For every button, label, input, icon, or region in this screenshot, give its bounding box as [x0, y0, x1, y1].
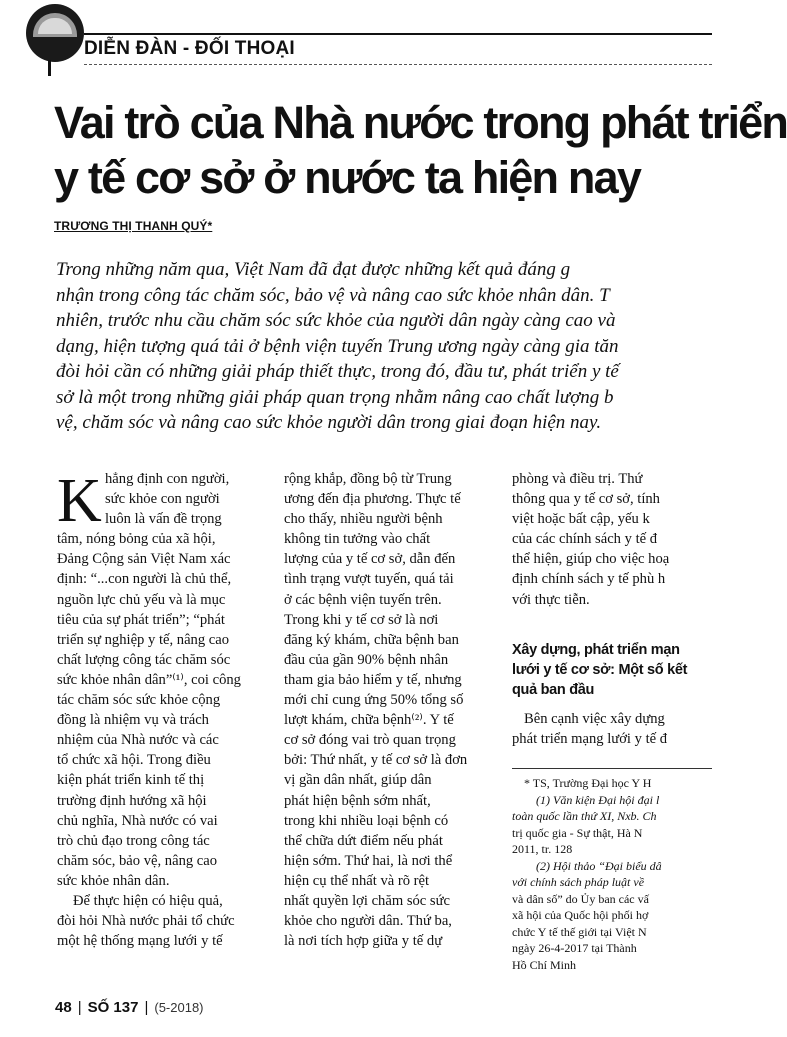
body-line: tác chăm sóc sức khỏe cộng	[57, 692, 221, 709]
author-byline: TRƯƠNG THỊ THANH QUÝ*	[54, 219, 213, 233]
body-line: định: “...con người là chủ thể,	[57, 571, 232, 588]
subheading-line: lưới y tế cơ sở: Một số kết	[512, 662, 688, 678]
body-line: tiêu của sự phát triển”; “phát	[57, 611, 225, 628]
body-line: Để thực hiện có hiệu quả,	[73, 892, 223, 909]
body-line: bởi: Thứ nhất, y tế cơ sở là đơn	[284, 752, 468, 769]
header-rule	[84, 33, 712, 35]
lead-line: nhận trong công tác chăm sóc, bảo vệ và nâng cao sức khỏe nhân dân. T	[56, 284, 610, 306]
body-line: mới chỉ cung ứng 50% tổng số	[284, 692, 464, 709]
body-line: nhiệm của Nhà nước và các	[57, 732, 219, 749]
body-line: sức khỏe nhân dân”⁽¹⁾, coi công	[57, 671, 241, 688]
body-line: một hệ thống mạng lưới y tế	[57, 933, 223, 950]
body-line: lượng của y tế cơ sở, dẫn đến	[284, 551, 456, 568]
footnote-line: trị quốc gia - Sự thật, Hà N	[512, 825, 643, 840]
body-line: đầu của gần 90% bệnh nhân	[284, 651, 449, 668]
magazine-logo	[26, 4, 84, 62]
footnote-rule	[512, 768, 712, 769]
body-line: rộng khắp, đồng bộ từ Trung	[284, 471, 452, 487]
lead-line: nhiên, trước nhu cầu chăm sóc sức khỏe của người dân ngày càng cao và	[56, 310, 616, 331]
subheading-line: quả ban đầu	[512, 682, 595, 698]
footnote-line: với chính sách pháp luật về	[512, 875, 645, 889]
body-line: luôn là vấn đề trọng	[105, 511, 222, 528]
page-footer	[55, 999, 204, 1016]
body-line: cho thấy, nhiều người bệnh	[284, 511, 443, 528]
body-line: sức khỏe nhân dân.	[57, 872, 170, 889]
margin-mark	[48, 60, 51, 76]
body-line: ở các bệnh viện tuyến trên.	[284, 591, 442, 608]
section-subheading	[512, 640, 732, 700]
footnote-line: * TS, Trường Đại học Y H	[524, 776, 652, 790]
body-line: vị gần dân nhất, giúp dân	[284, 772, 432, 789]
lead-line: Trong những năm qua, Việt Nam đã đạt được những kết quả đáng g	[56, 259, 571, 280]
body-line: thể hiện, giúp cho việc hoạ	[512, 551, 670, 568]
body-line: trường định hướng xã hội	[57, 792, 207, 809]
body-column-3-continued	[512, 709, 732, 749]
body-line: đồng là nhiệm vụ và trách	[57, 712, 209, 729]
body-line: lượt khám, chữa bệnh⁽²⁾. Y tế	[284, 712, 454, 729]
footnote-line: 2011, tr. 128	[512, 842, 573, 856]
body-column-3	[512, 469, 732, 610]
body-line: hiện cụ thể nhất và rõ rệt	[284, 872, 430, 889]
lead-line: vệ, chăm sóc và nâng cao sức khỏe người dân trong giai đoạn hiện nay.	[56, 412, 602, 433]
section-label: DIỄN ĐÀN - ĐỐI THOẠI	[84, 38, 295, 59]
lead-line: dạng, hiện tượng quá tải ở bệnh viện tuyến Trung ương ngày càng gia tăn	[56, 335, 619, 357]
lead-line: đòi hỏi cần có những giải pháp thiết thực, trong đó, đầu tư, phát triển y tế	[56, 361, 619, 382]
subheading-line: Xây dựng, phát triển mạn	[512, 642, 680, 658]
article-lead	[56, 257, 736, 436]
body-line: là nơi tích hợp giữa y tế dự	[284, 933, 443, 950]
footnote-line: ngày 26-4-2017 tại Thành	[512, 941, 637, 955]
body-column-1	[57, 469, 272, 951]
footnote-line: (1) Văn kiện Đại hội đại l	[536, 792, 660, 807]
body-line: trò chủ đạo trong công tác	[57, 832, 210, 849]
body-line: chất lượng công tác chăm sóc	[57, 651, 231, 668]
body-line: trong khi nhiều loại bệnh có	[284, 812, 449, 829]
body-line: tổ chức xã hội. Trong điều	[57, 752, 211, 769]
footnote-line: Hồ Chí Minh	[512, 957, 577, 972]
header-dashed-rule	[84, 64, 712, 65]
body-line: kiện phát triển kinh tế thị	[57, 772, 205, 789]
body-line: với thực tiễn.	[512, 591, 590, 608]
body-line: Bên cạnh việc xây dựng	[524, 711, 665, 727]
body-line: phòng và điều trị. Thứ	[512, 471, 643, 487]
title-line-2: y tế cơ sở ở nước ta hiện nay	[54, 152, 641, 203]
body-line: nhất quyền lợi chăm sóc sức	[284, 892, 450, 909]
body-line: phát triển mạng lưới y tế đ	[512, 731, 668, 748]
body-line: chăm sóc, bảo vệ, nâng cao	[57, 852, 218, 869]
body-line: tâm, nóng bỏng của xã hội,	[57, 531, 216, 548]
body-line: đăng ký khám, chữa bệnh ban	[284, 631, 459, 648]
body-line: tình trạng vượt tuyến, quá tải	[284, 571, 454, 588]
body-line: tham gia bảo hiểm y tế, nhưng	[284, 671, 462, 688]
footnote-line: (2) Hội thảo “Đại biểu dâ	[536, 858, 662, 873]
page-number: 48	[55, 999, 72, 1016]
footer-separator: |	[77, 999, 82, 1016]
body-line: cơ sở đóng vai trò quan trọng	[284, 732, 456, 749]
body-line: hiện sớm. Thứ hai, là nơi thể	[284, 852, 453, 869]
body-line: khỏe cho người dân. Thứ ba,	[284, 913, 452, 930]
body-line: đòi hỏi Nhà nước phải tổ chức	[57, 913, 235, 930]
footnote-line: và dân số” do Ủy ban các vấ	[512, 891, 649, 906]
issue-date: (5-2018)	[154, 1000, 204, 1015]
body-line: hẳng định con người,	[105, 471, 230, 487]
body-line: triển sự nghiệp y tế, nâng cao	[57, 631, 230, 648]
body-line: chủ nghĩa, Nhà nước có vai	[57, 812, 218, 829]
body-line: của các chính sách y tế đ	[512, 531, 658, 548]
article-title	[54, 95, 787, 205]
footnotes	[512, 775, 732, 973]
body-line: không tin tưởng vào chất	[284, 531, 431, 548]
footnote-line: xã hội của Quốc hội phối hợ	[512, 908, 649, 922]
body-line: nguồn lực chủ yếu và là mục	[57, 591, 226, 608]
body-column-2	[284, 469, 496, 951]
footnote-line: chức Y tế thế giới tại Việt N	[512, 924, 647, 939]
body-line: Trong khi y tế cơ sở là nơi	[284, 611, 439, 628]
body-line: Đảng Cộng sản Việt Nam xác	[57, 551, 231, 568]
body-line: định chính sách y tế phù h	[512, 571, 666, 588]
body-line: việt hoặc bất cập, yếu k	[512, 511, 650, 528]
body-line: thông qua y tế cơ sở, tính	[512, 491, 660, 508]
body-line: ương đến địa phương. Thực tế	[284, 491, 461, 508]
body-line: sức khỏe con người	[105, 491, 220, 508]
issue-number: SỐ 137	[87, 999, 139, 1016]
footer-separator: |	[144, 999, 149, 1016]
body-line: thể chữa dứt điểm nếu phát	[284, 832, 443, 849]
body-line: phát hiện bệnh sớm nhất,	[284, 792, 431, 809]
title-line-1: Vai trò của Nhà nước trong phát triển	[54, 97, 787, 148]
footnote-line: toàn quốc lần thứ XI, Nxb. Ch	[512, 809, 657, 823]
lead-line: sở là một trong những giải pháp quan trọng nhằm nâng cao chất lượng b	[56, 386, 614, 408]
drop-cap: K	[57, 467, 102, 535]
